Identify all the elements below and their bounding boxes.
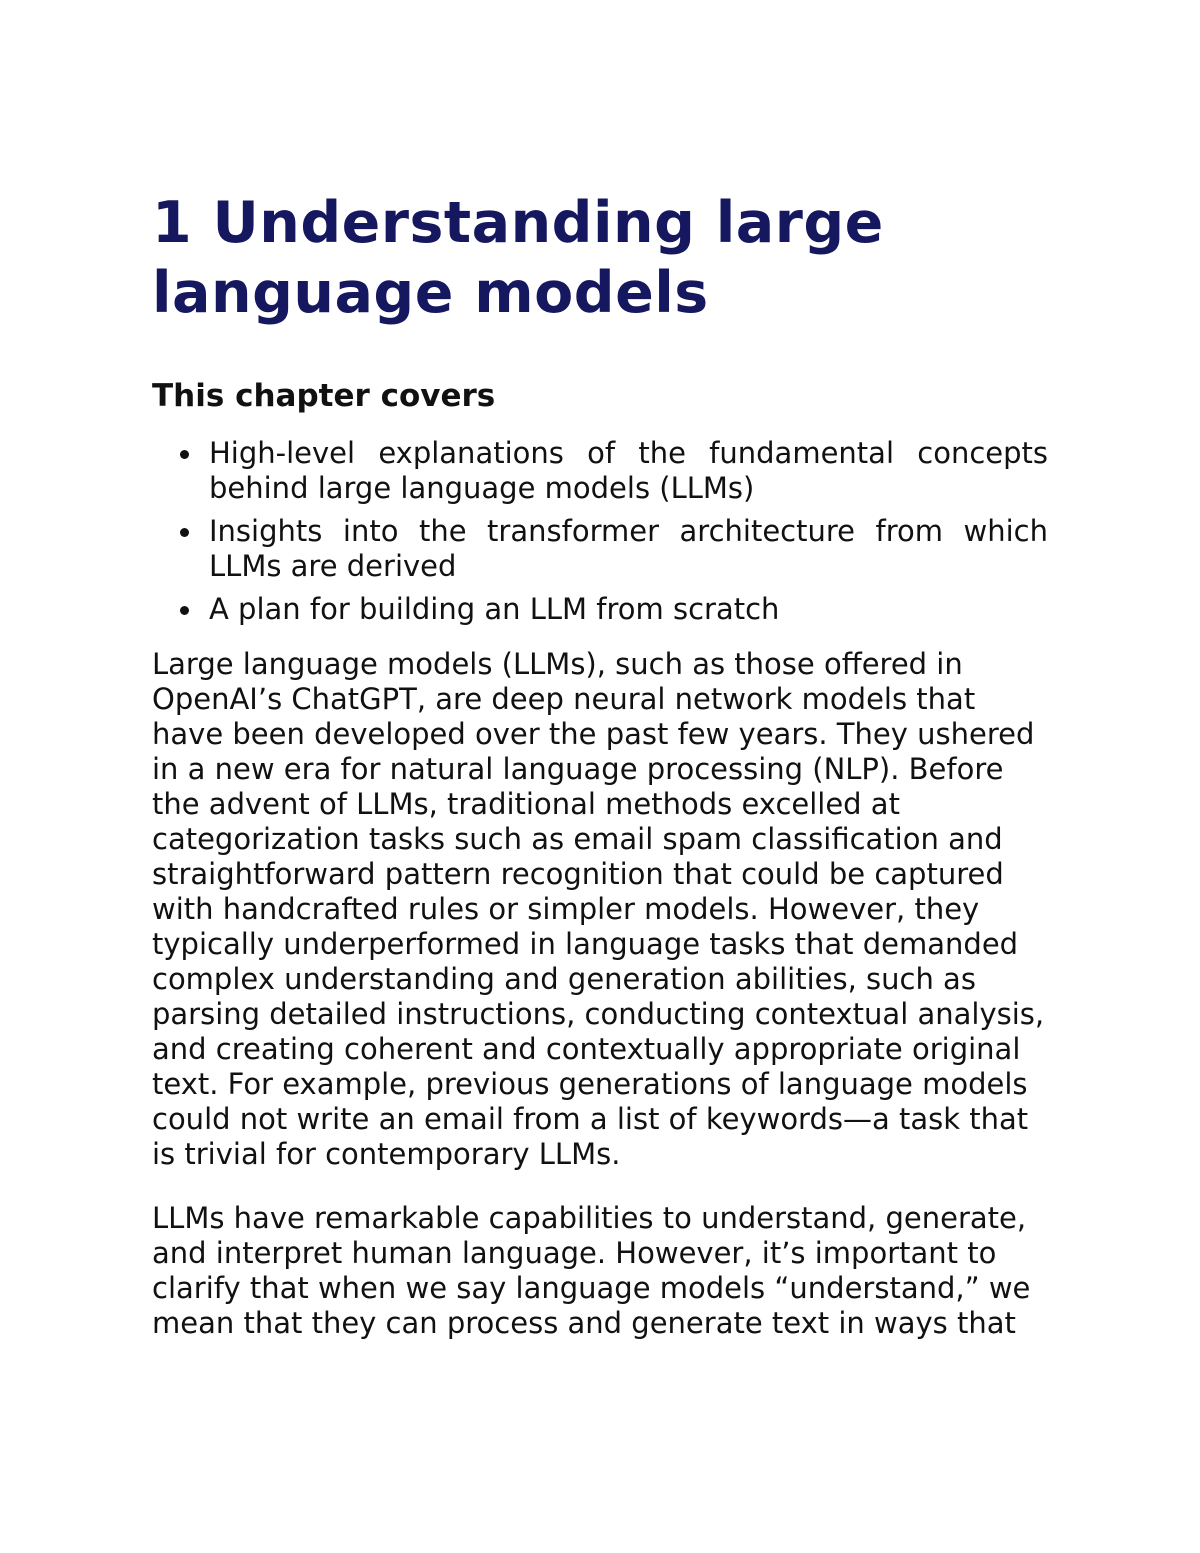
document-page [152, 188, 1048, 1341]
list-item-text: High-level explanations of the fundamental concepts behind large language models (LLMs) [209, 436, 1048, 505]
body-paragraph-2: LLMs have remarkable capabilities to understand, generate, and interpret human language. However, it’s important to clarify that when we say language models “understand,” we mean that they can process and generate text in ways that [152, 1201, 1031, 1340]
list-item [152, 514, 1048, 584]
chapter-title-line-1: 1 Understanding large [152, 190, 884, 256]
list-item [152, 436, 1048, 506]
bullet-icon [180, 450, 189, 459]
chapter-title [152, 188, 1048, 328]
list-item-text: A plan for building an LLM from scratch [209, 592, 780, 626]
bullet-icon [180, 528, 189, 537]
chapter-title-line-2: language models [152, 260, 709, 326]
list-item [152, 592, 1048, 627]
chapter-covers-list [152, 436, 1048, 627]
list-item-text: Insights into the transformer architecture from which LLMs are derived [209, 514, 1048, 583]
body-paragraph-1: Large language models (LLMs), such as those offered in OpenAI’s ChatGPT, are deep neural network models that have been developed over the past few years. They ushered in a new era for natural language processing (NLP). Before the advent of LLMs, traditional methods excelled at categorization tasks such as email spam classification and straightforward pattern recognition that could be captured with handcrafted rules or simpler models. However, they typically underperformed in language tasks that demanded complex understanding and generation abilities, such as parsing detailed instructions, conducting contextual analysis, and creating coherent and contextually appropriate original text. For example, previous generations of language models could not write an email from a list of keywords—a task that is trivial for contemporary LLMs. [152, 647, 1045, 1171]
bullet-icon [180, 606, 189, 615]
chapter-covers-heading: This chapter covers [152, 378, 496, 414]
